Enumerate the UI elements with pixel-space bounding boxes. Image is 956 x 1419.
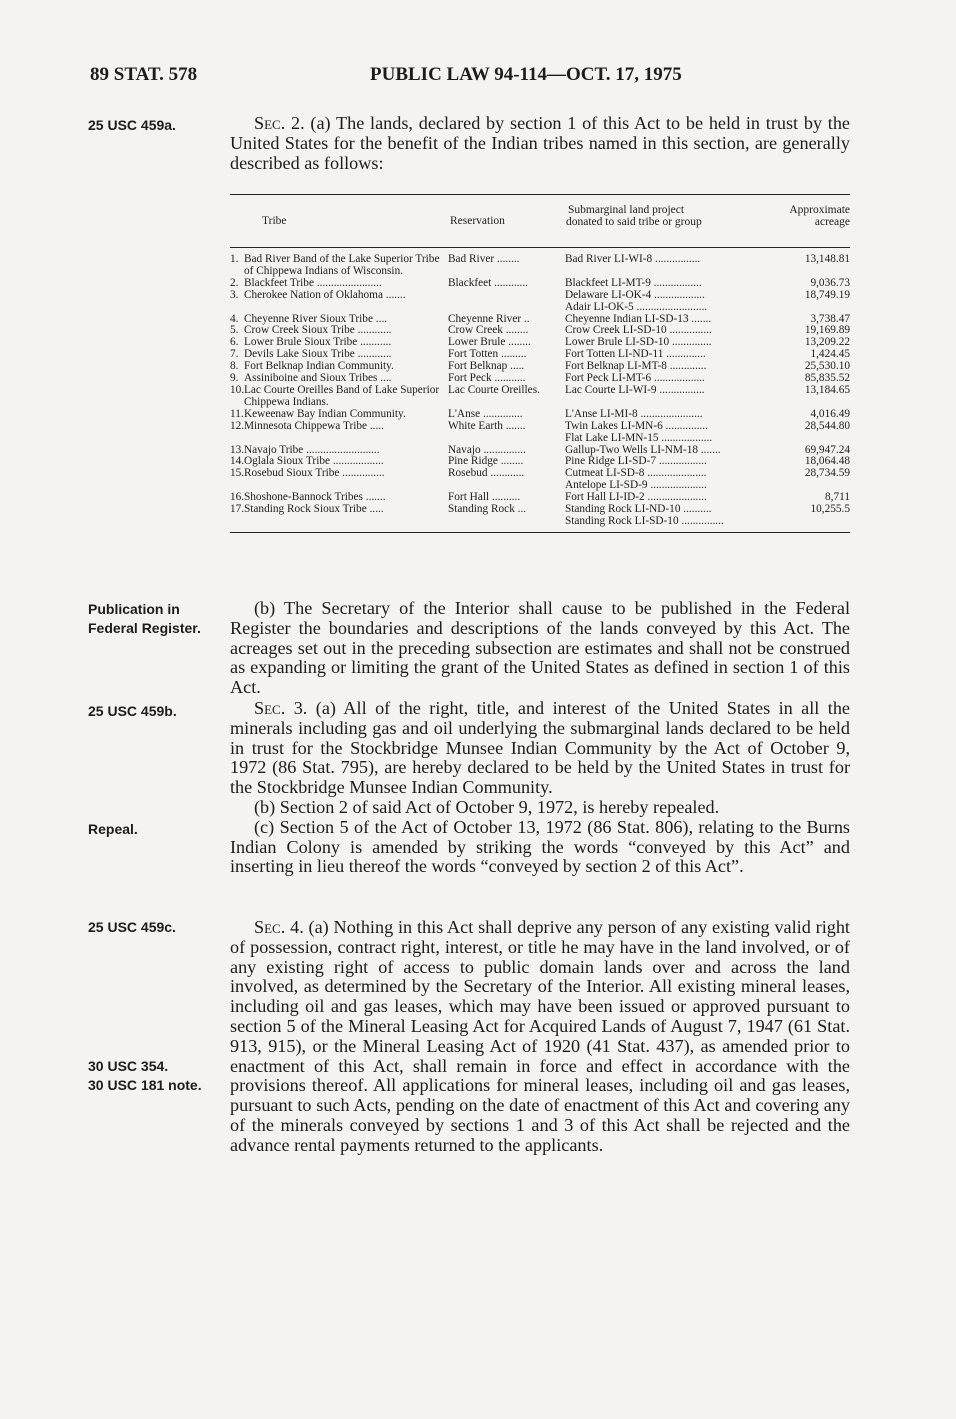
table-header	[230, 195, 850, 247]
tribe-name: Crow Creek Sioux Tribe ............	[244, 325, 392, 337]
row-number: 2.	[230, 277, 239, 289]
table-row	[230, 290, 850, 302]
tribe-name: Cheyenne River Sioux Tribe ....	[244, 313, 388, 325]
cell-tribe	[230, 385, 448, 409]
cell-project: Flat Lake LI-MN-15 ..................	[565, 432, 713, 444]
row-number: 10.	[230, 384, 245, 396]
cell-acreage: 28,734.59	[804, 468, 850, 480]
header-tribe: Tribe	[262, 215, 287, 227]
tribe-name: Cherokee Nation of Oklahoma .......	[244, 289, 406, 301]
row-number: 17.	[230, 504, 245, 516]
cell-acreage: 10,255.5	[810, 504, 850, 516]
cell-acreage: 4,016.49	[810, 408, 850, 420]
cell-tribe	[230, 433, 448, 445]
tribe-name: Minnesota Chippewa Tribe .....	[244, 420, 384, 432]
row-number: 6.	[230, 337, 239, 349]
header-reservation: Reservation	[450, 215, 505, 227]
cell-acreage: 69,947.24	[804, 444, 850, 456]
cell-tribe	[230, 468, 448, 480]
tribe-text	[230, 409, 448, 421]
section-4a-paragraph	[230, 918, 850, 1156]
cell-reservation: Lac Courte Oreilles.	[448, 384, 540, 396]
cell-project: Lac Courte LI-WI-9 ................	[565, 384, 705, 396]
table-row	[230, 325, 850, 337]
cell-reservation: Fort Peck ...........	[448, 373, 526, 385]
tribe-name: Navajo Tribe ..........................	[244, 444, 380, 456]
header-acreage-line2: acreage	[814, 216, 850, 228]
cell-reservation: Lower Brule ........	[448, 337, 531, 349]
cell-reservation	[448, 290, 565, 302]
cell-project: Antelope LI-SD-9 ....................	[565, 480, 707, 492]
cell-tribe	[230, 421, 448, 433]
margin-note-repeal: Repeal.	[88, 821, 138, 837]
cell-reservation	[448, 433, 565, 445]
cell-tribe	[230, 325, 448, 337]
cell-reservation: Blackfeet ............	[448, 277, 528, 289]
section-2b	[230, 599, 850, 698]
cell-project: Gallup-Two Wells LI-NM-18 .......	[565, 444, 721, 456]
cell-reservation: Fort Totten .........	[448, 349, 527, 361]
cell-tribe	[230, 373, 448, 385]
table-row	[230, 421, 850, 433]
section-2a-text: 2. (a) The lands, declared by section 1 of this Act to be held in trust by the United States for the benefit of the Indian tribes named in this section, are generally described as follows:	[230, 113, 850, 173]
cell-project: Bad River LI-WI-8 ................	[565, 254, 701, 265]
row-number: 13.	[230, 444, 245, 456]
tribe-name: Rosebud Sioux Tribe ...............	[244, 468, 385, 480]
cell-tribe	[230, 254, 448, 278]
cell-acreage: 85,835.52	[804, 373, 850, 385]
cell-reservation: Fort Belknap .....	[448, 361, 525, 373]
section-4a-text: 4. (a) Nothing in this Act shall deprive any person of any existing valid right of possession, contract right, interest, or title he may have in the land involved, or of any existing right of access to public domain lands over and across the land involved, as determined by the Secretary of the Interior. All existing mineral leases, including oil and gas leases, which may have been issued or approved pursuant to section 5 of the Mineral Leasing Act for Acquired Lands of August 7, 1947 (61 Stat. 913, 915), or the Mineral Leasing Act of 1920 (41 Stat. 437), as amended prior to enactment of this Act, shall remain in force and effect in accordance with the provisions thereof. All applications for mineral leases, including oil and gas leases, pursuant to such Acts, pending on the date of enactment of this Act and covering any of the minerals conveyed by sections 1 and 3 of this Act shall be rejected and the advance rental payments returned to the applicants.	[230, 917, 850, 1155]
page-title: PUBLIC LAW 94-114—OCT. 17, 1975	[370, 64, 682, 85]
cell-acreage	[770, 302, 850, 314]
cell-tribe	[230, 516, 448, 528]
cell-reservation: Navajo ...............	[448, 444, 526, 456]
tribe-name: Devils Lake Sioux Tribe ............	[244, 349, 392, 361]
table-row	[230, 516, 850, 528]
tribe-text	[230, 385, 448, 409]
cell-acreage: 1,424.45	[810, 349, 850, 361]
tribe-name: Standing Rock Sioux Tribe .....	[244, 504, 384, 516]
section-2a-paragraph	[230, 114, 850, 173]
margin-note-30usc354: 30 USC 354.	[88, 1058, 169, 1074]
cell-acreage: 9,036.73	[810, 277, 850, 289]
cell-tribe	[230, 337, 448, 349]
margin-note-459c: 25 USC 459c.	[88, 919, 176, 935]
table-row	[230, 302, 850, 314]
tribe-text	[230, 290, 448, 302]
cell-reservation: Fort Hall ..........	[448, 492, 521, 504]
cell-reservation: Crow Creek ........	[448, 325, 529, 337]
table-row	[230, 456, 850, 468]
section-2b-paragraph: (b) The Secretary of the Interior shall cause to be published in the Federal Register the boundaries and descriptions of the lands conveyed by this Act. The acreages set out in the preceding subsection are estimates and shall not be construed as expanding or limiting the grant of the United States as defined in section 1 of this Act.	[230, 598, 850, 698]
cell-tribe	[230, 361, 448, 373]
lands-table	[230, 194, 850, 533]
row-number: 12.	[230, 420, 245, 432]
cell-acreage: 25,530.10	[804, 361, 850, 373]
section-3	[230, 699, 850, 877]
cell-acreage: 13,184.65	[804, 384, 850, 396]
cell-acreage: 19,169.89	[804, 325, 850, 337]
table-row	[230, 492, 850, 504]
table-row	[230, 480, 850, 492]
table-row	[230, 445, 850, 457]
table-row	[230, 468, 850, 480]
row-number: 11.	[230, 408, 244, 420]
table-row	[230, 385, 850, 409]
cell-tribe	[230, 504, 448, 516]
table-row	[230, 254, 850, 278]
tribe-text	[230, 480, 448, 492]
table-row	[230, 361, 850, 373]
cell-acreage: 18,064.48	[804, 456, 850, 468]
row-number: 3.	[230, 289, 239, 301]
tribe-text	[230, 349, 448, 361]
cell-acreage: 13,209.22	[804, 337, 850, 349]
cell-project: Twin Lakes LI-MN-6 ...............	[565, 420, 708, 432]
table-row	[230, 504, 850, 516]
page-stat-number: 89 STAT. 578	[90, 64, 198, 85]
cell-tribe	[230, 349, 448, 361]
margin-note-459a: 25 USC 459a.	[88, 117, 176, 133]
table-row	[230, 314, 850, 326]
section-4	[230, 918, 850, 1156]
row-number: 14.	[230, 456, 245, 468]
margin-note-publication-line1: Publication in	[88, 601, 180, 617]
cell-project: Fort Belknap LI-MT-8 .............	[565, 361, 707, 373]
cell-tribe	[230, 278, 448, 290]
tribe-text	[230, 433, 448, 445]
cell-project: Blackfeet LI-MT-9 .................	[565, 277, 702, 289]
tribe-text	[230, 516, 448, 528]
sec-label: Sec.	[254, 698, 286, 718]
row-number: 16.	[230, 492, 245, 504]
cell-reservation: Standing Rock ...	[448, 504, 527, 516]
sec-label: Sec.	[254, 917, 286, 937]
cell-tribe	[230, 409, 448, 421]
tribe-name: Fort Belknap Indian Community.	[244, 361, 394, 373]
tribe-text	[230, 337, 448, 349]
cell-acreage: 8,711	[825, 492, 850, 504]
row-number: 1.	[230, 254, 239, 265]
cell-tribe	[230, 290, 448, 302]
margin-note-publication	[88, 600, 223, 638]
header-project	[566, 204, 702, 228]
cell-reservation: Pine Ridge ........	[448, 456, 524, 468]
cell-reservation: Rosebud ............	[448, 468, 525, 480]
tribe-text	[230, 421, 448, 433]
row-number: 5.	[230, 325, 239, 337]
cell-reservation: Bad River ........	[448, 254, 520, 265]
cell-tribe	[230, 456, 448, 468]
tribe-text	[230, 492, 448, 504]
header-project-line2: donated to said tribe or group	[566, 216, 702, 228]
tribe-name: Bad River Band of the Lake Superior Tribe of Chippewa Indians of Wisconsin.	[244, 254, 440, 277]
tribe-name: Lower Brule Sioux Tribe ...........	[244, 337, 392, 349]
cell-acreage: 3,738.47	[810, 313, 850, 325]
section-3a-text: 3. (a) All of the right, title, and interest of the United States in all the minerals including gas and oil underlying the submarginal lands declared to be held in trust for the Stockbridge Munsee Indian Community by the Act of October 9, 1972 (86 Stat. 795), are hereby declared to be held by the United States in trust for the Stockbridge Munsee Indian Community.	[230, 698, 850, 798]
cell-project: Crow Creek LI-SD-10 ...............	[565, 325, 712, 337]
tribe-text	[230, 361, 448, 373]
cell-reservation: White Earth .......	[448, 420, 526, 432]
tribe-text	[230, 456, 448, 468]
cell-project: Pine Ridge LI-SD-7 .................	[565, 456, 707, 468]
tribe-text	[230, 278, 448, 290]
row-number: 8.	[230, 361, 239, 373]
cell-project: Fort Totten LI-ND-11 ..............	[565, 349, 706, 361]
table-row	[230, 433, 850, 445]
sec-label: Sec.	[254, 113, 286, 133]
cell-project: Adair LI-OK-5 .........................	[565, 301, 708, 313]
row-number: 4.	[230, 313, 239, 325]
header-project-line1: Submarginal land project	[568, 204, 685, 216]
cell-acreage	[770, 480, 850, 492]
cell-tribe	[230, 480, 448, 492]
table-body	[230, 248, 850, 532]
tribe-text	[230, 325, 448, 337]
table-bottom-rule	[230, 532, 850, 533]
table-row	[230, 373, 850, 385]
cell-reservation: L'Anse ..............	[448, 408, 523, 420]
header-acreage	[789, 204, 850, 228]
tribe-text	[230, 504, 448, 516]
table-row	[230, 337, 850, 349]
tribe-text	[230, 302, 448, 314]
section-3b-paragraph: (b) Section 2 of said Act of October 9, 1972, is hereby repealed.	[254, 796, 720, 817]
tribe-name: Keweenaw Bay Indian Community.	[244, 408, 406, 420]
margin-note-459b: 25 USC 459b.	[88, 703, 177, 719]
tribe-name: Blackfeet Tribe .......................	[244, 277, 382, 289]
cell-reservation: Cheyenne River ..	[448, 313, 530, 325]
section-3a-paragraph	[230, 699, 850, 798]
cell-acreage	[770, 433, 850, 445]
section-2a	[230, 114, 850, 173]
cell-project: L'Anse LI-MI-8 ......................	[565, 408, 703, 420]
row-number: 7.	[230, 349, 239, 361]
tribe-name: Assiniboine and Sioux Tribes ....	[244, 373, 392, 385]
tribe-name: Shoshone-Bannock Tribes .......	[244, 492, 386, 504]
tribe-text	[230, 314, 448, 326]
margin-note-publication-line2: Federal Register.	[88, 620, 201, 636]
cell-tribe	[230, 445, 448, 457]
row-number: 9.	[230, 373, 239, 385]
table-row	[230, 349, 850, 361]
cell-acreage: 13,148.81	[804, 254, 850, 265]
table-row	[230, 409, 850, 421]
table-row	[230, 278, 850, 290]
cell-acreage: 28,544.80	[804, 420, 850, 432]
cell-tribe	[230, 492, 448, 504]
cell-project: Lower Brule LI-SD-10 ..............	[565, 337, 712, 349]
cell-project: Fort Peck LI-MT-6 ..................	[565, 373, 705, 385]
tribe-text	[230, 445, 448, 457]
tribe-text	[230, 468, 448, 480]
cell-tribe	[230, 314, 448, 326]
cell-project: Standing Rock LI-SD-10 ...............	[565, 515, 724, 527]
cell-project: Standing Rock LI-ND-10 ..........	[565, 504, 712, 516]
cell-tribe	[230, 302, 448, 314]
cell-reservation	[448, 516, 565, 528]
tribe-text	[230, 254, 448, 278]
row-number: 15.	[230, 468, 245, 480]
tribe-name: Lac Courte Oreilles Band of Lake Superior Chippewa Indians.	[244, 384, 440, 408]
cell-project: Cheyenne Indian LI-SD-13 .......	[565, 313, 712, 325]
cell-project: Delaware LI-OK-4 ..................	[565, 289, 705, 301]
section-3c-paragraph: (c) Section 5 of the Act of October 13, 1972 (86 Stat. 806), relating to the Burns Indian Colony is amended by striking the words “conveyed by this Act” and inserting in lieu thereof the words “conveyed by section 2 of this Act”.	[230, 816, 850, 877]
tribe-name: Oglala Sioux Tribe ..................	[244, 456, 384, 468]
cell-project: Fort Hall LI-ID-2 .....................	[565, 492, 707, 504]
cell-reservation	[448, 302, 565, 314]
cell-acreage: 18,749.19	[804, 289, 850, 301]
cell-project: Cutmeat LI-SD-8 .....................	[565, 468, 707, 480]
header-acreage-line1: Approximate	[789, 204, 850, 216]
cell-acreage	[770, 516, 850, 528]
margin-note-30usc181: 30 USC 181 note.	[88, 1077, 202, 1093]
tribe-text	[230, 373, 448, 385]
cell-reservation	[448, 480, 565, 492]
